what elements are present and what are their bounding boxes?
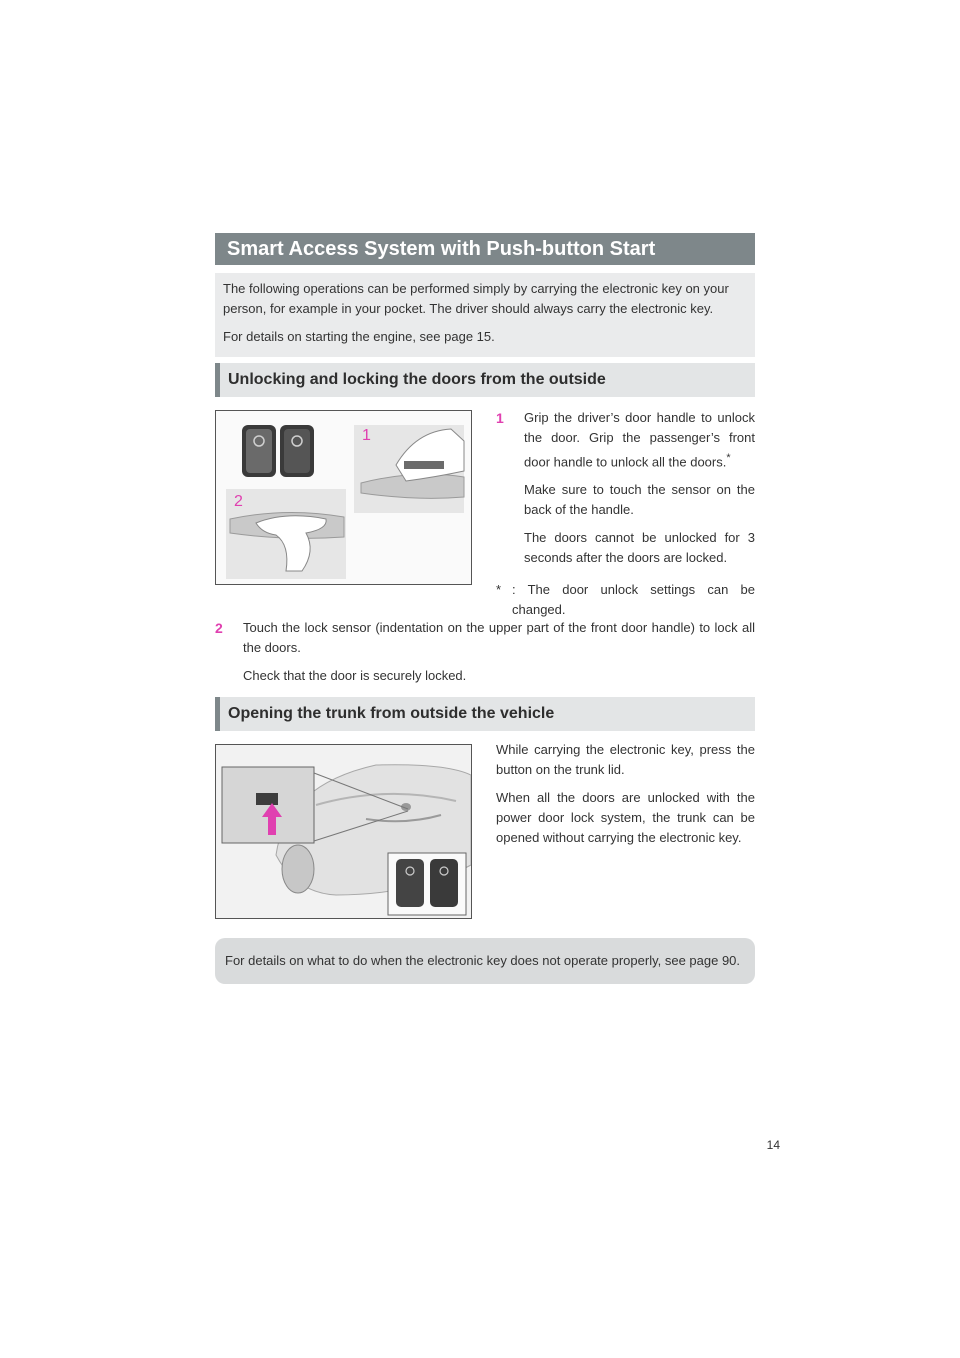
step-number: 1: [496, 410, 504, 426]
step-1-note: The doors cannot be unlocked for 3 seconds after the doors are locked.: [524, 530, 755, 566]
footnote-mark: *: [726, 452, 731, 464]
step-1-note: Make sure to touch the sensor on the back of the handle.: [524, 482, 755, 518]
page-number: 14: [766, 1138, 780, 1152]
trunk-text: [496, 740, 755, 856]
trunk-subtitle: Opening the trunk from outside the vehicle: [215, 697, 755, 731]
trunk-paragraph: When all the doors are unlocked with the power door lock system, the trunk can be opened without carrying the electronic key.: [496, 790, 755, 845]
footnote-mark: *: [496, 582, 502, 598]
step-2: [215, 618, 755, 694]
figure-label-2: 2: [234, 493, 243, 510]
trunk-paragraph: While carrying the electronic key, press the button on the trunk lid.: [496, 742, 755, 777]
step-2-text: Touch the lock sensor (indentation on the upper part of the front door handle) to lock all the doors.: [243, 620, 755, 655]
step-number: 2: [215, 620, 223, 636]
intro-paragraph: The following operations can be performed simply by carrying the electronic key on your person, for example in your pocket. The driver should always carry the electronic key.: [223, 281, 729, 316]
step-1-text: Grip the driver’s door handle to unlock the door. Grip the passenger’s front door handle to unlock all the doors.: [524, 410, 755, 470]
door-handle-figure: [215, 410, 472, 585]
intro-paragraph: For details on starting the engine, see page 15.: [223, 329, 495, 344]
intro-box: [215, 273, 755, 357]
unlock-subtitle: Unlocking and locking the doors from the outside: [215, 363, 755, 397]
trunk-figure: [215, 744, 472, 919]
section-title: Smart Access System with Push-button Start: [215, 233, 755, 265]
note-box: For details on what to do when the electronic key does not operate properly, see page 90.: [215, 938, 755, 984]
step-1: [496, 408, 755, 620]
figure-label-1: 1: [362, 427, 371, 444]
step-2-note: Check that the door is securely locked.: [243, 668, 467, 683]
footnote-text: : The door unlock settings can be changed.: [512, 582, 755, 618]
